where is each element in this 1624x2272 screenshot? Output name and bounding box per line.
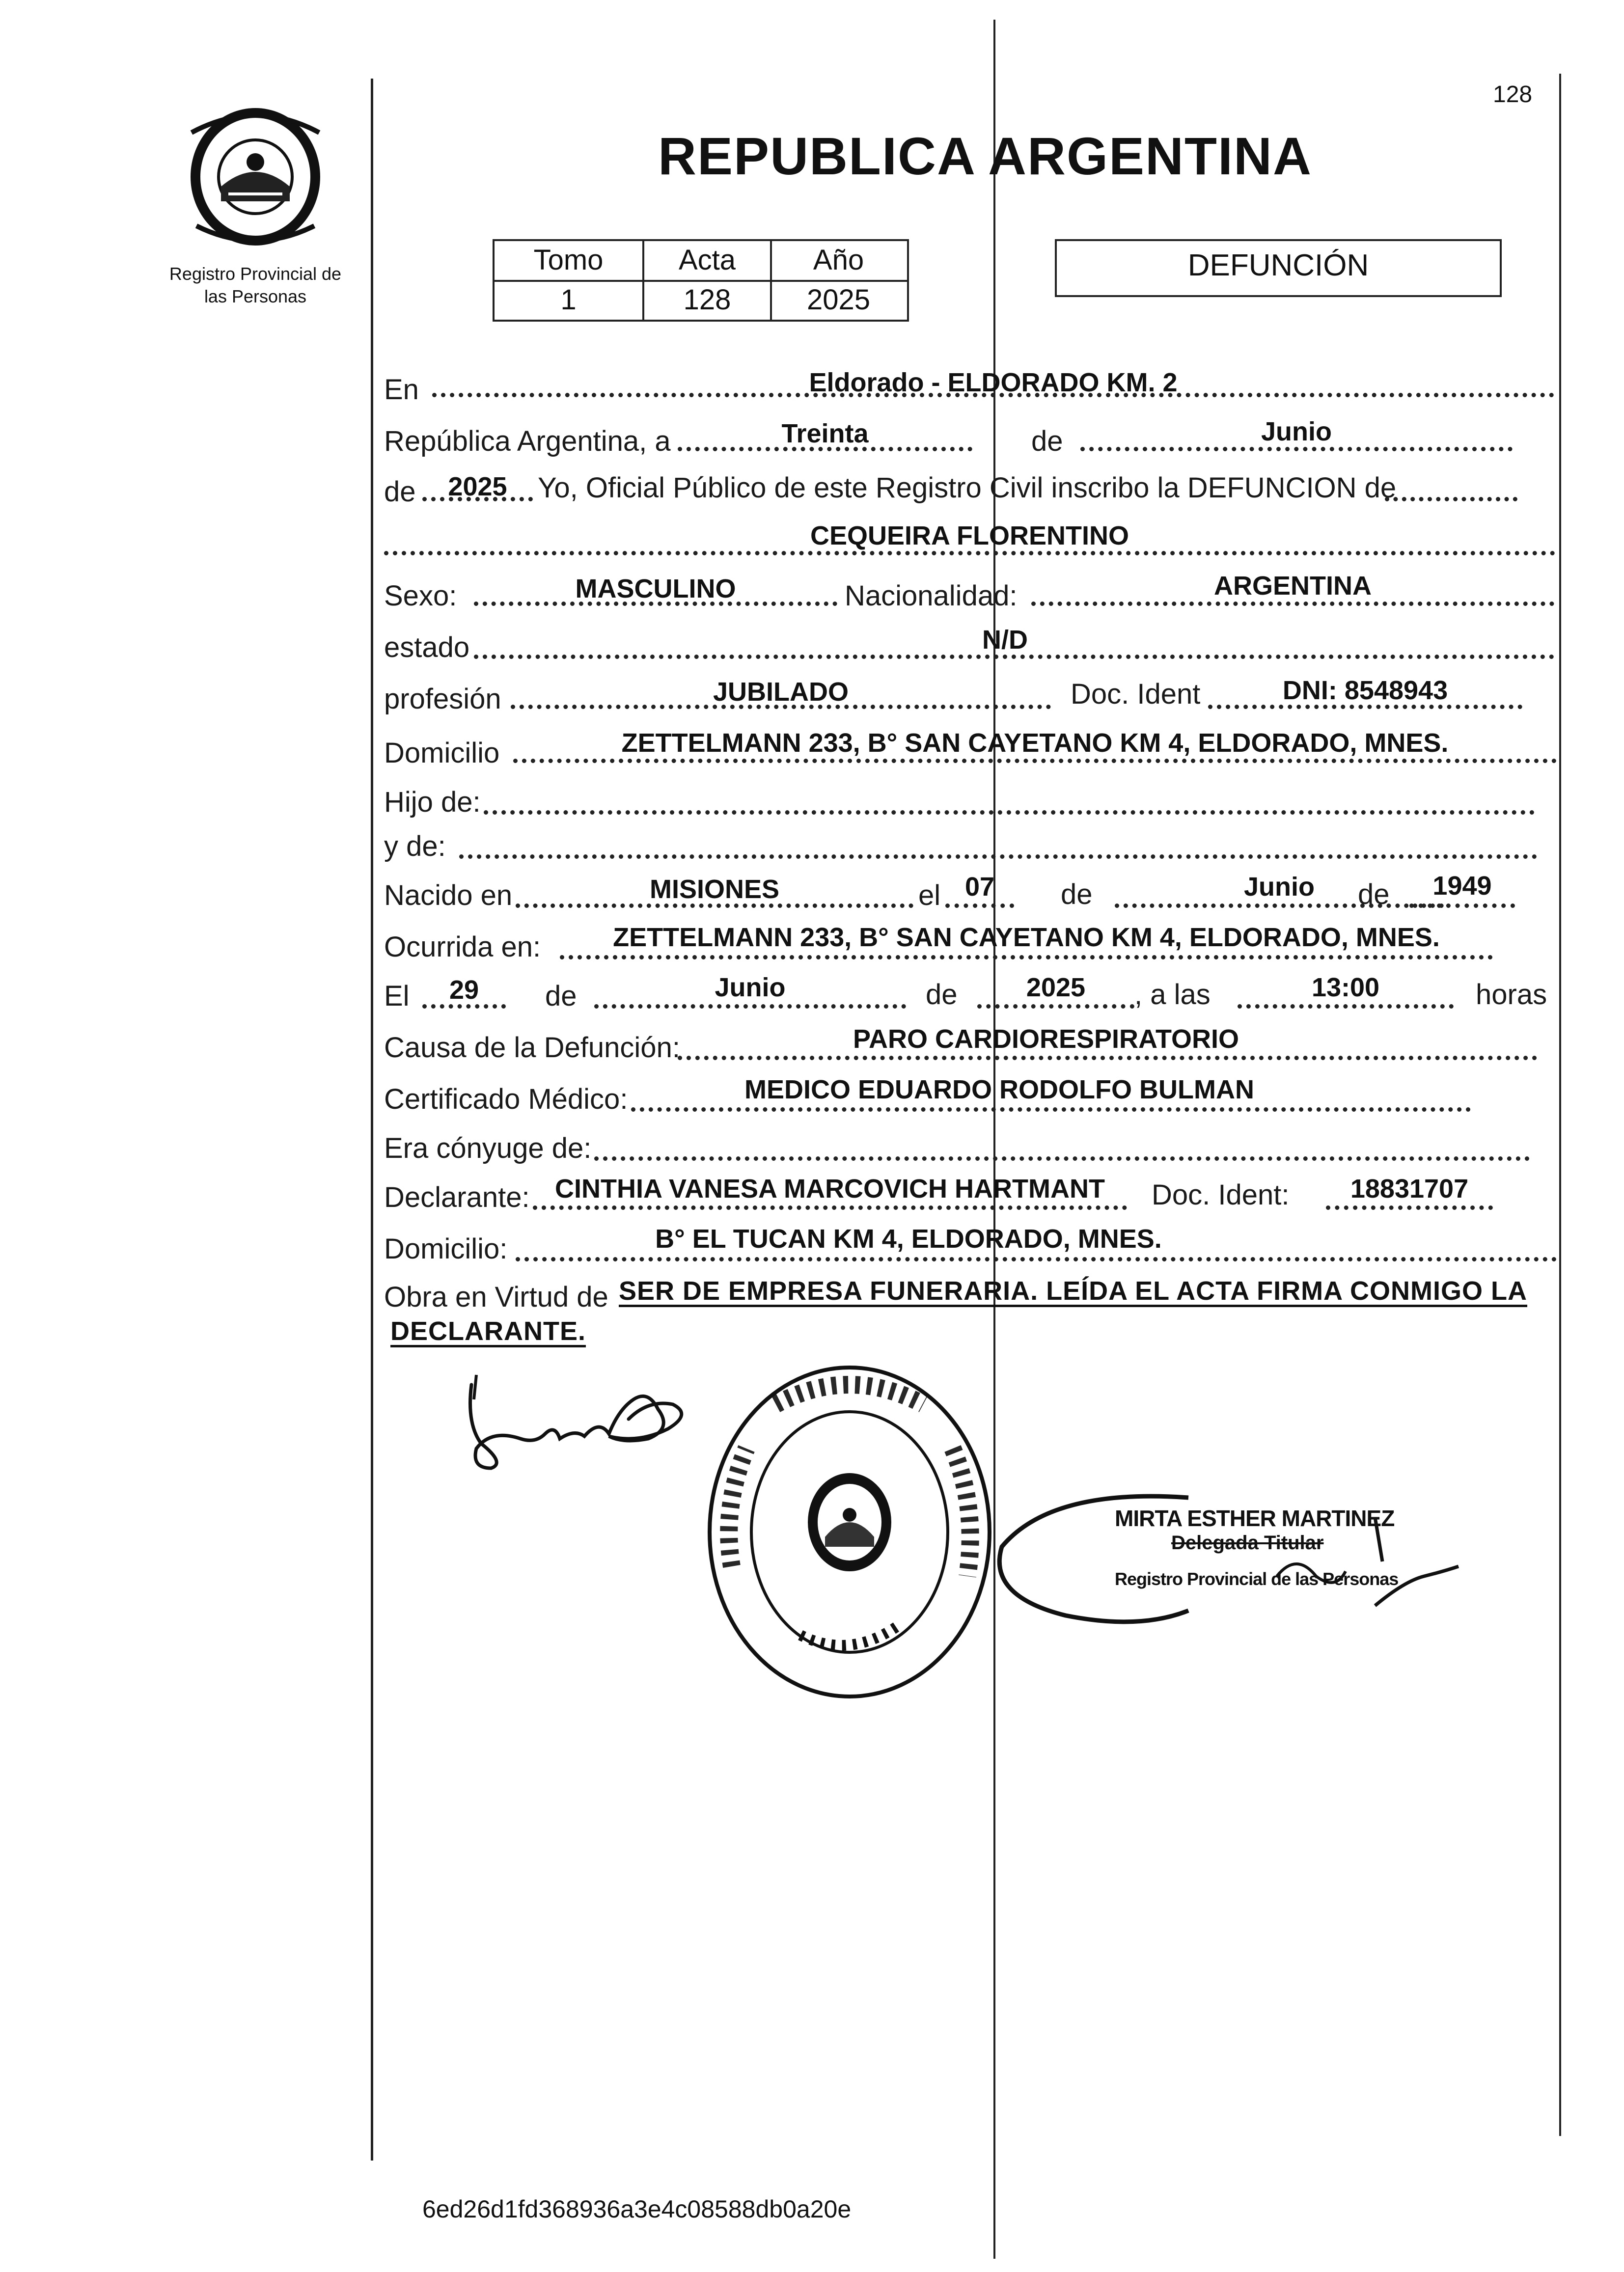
- field-certificado: MEDICO EDUARDO RODOLFO BULMAN: [744, 1075, 1254, 1104]
- document-type: DEFUNCIÓN: [1187, 248, 1369, 282]
- field-causa: PARO CARDIORESPIRATORIO: [853, 1024, 1239, 1054]
- field-def-anio: 2025: [1026, 973, 1086, 1002]
- label-nacionalidad: Nacionalidad:: [845, 580, 1018, 612]
- field-nacido-en: MISIONES: [649, 875, 780, 904]
- field-mes: Junio: [1261, 417, 1332, 446]
- label-el: el: [918, 879, 941, 911]
- label-horas: horas: [1476, 979, 1547, 1011]
- field-def-mes: Junio: [715, 973, 786, 1002]
- label-de-def-anio: de: [926, 979, 958, 1011]
- label-estado: estado: [384, 631, 470, 663]
- label-sexo: Sexo:: [384, 580, 457, 612]
- field-lugar: Eldorado - ELDORADO KM. 2: [809, 368, 1178, 397]
- official-title: Delegada Titular: [1171, 1532, 1324, 1554]
- official-signature: [1370, 1503, 1468, 1620]
- field-obra-line1: SER DE EMPRESA FUNERARIA. LEÍDA EL ACTA FIRMA CONMIGO LA: [619, 1276, 1528, 1306]
- province-logo: [182, 103, 329, 250]
- field-ocurrida-en: ZETTELMANN 233, B° SAN CAYETANO KM 4, ELDORADO, MNES.: [613, 923, 1440, 952]
- label-conyuge: Era cónyuge de:: [384, 1132, 592, 1164]
- document-hash: 6ed26d1fd368936a3e4c08588db0a20e: [422, 2195, 852, 2223]
- label-hijo-de: Hijo de:: [384, 786, 481, 818]
- page-number: 128: [1493, 82, 1533, 108]
- fold-line: [993, 20, 995, 2259]
- label-obra: Obra en Virtud de: [384, 1281, 608, 1313]
- left-margin-line: [371, 79, 373, 2161]
- field-domicilio: ZETTELMANN 233, B° SAN CAYETANO KM 4, ELDORADO, MNES.: [621, 728, 1449, 758]
- field-nac-anio: 1949: [1432, 871, 1492, 901]
- table-header-tomo: Tomo: [533, 244, 604, 276]
- label-declarante: Declarante:: [384, 1181, 530, 1213]
- label-certificado: Certificado Médico:: [384, 1083, 628, 1115]
- label-de-anio: de: [384, 476, 416, 508]
- label-ocurrida-en: Ocurrida en:: [384, 931, 541, 963]
- field-nac-mes: Junio: [1244, 872, 1315, 902]
- label-yo-oficial: Yo, Oficial Público de este Registro Civil inscribo la DEFUNCION de: [538, 472, 1397, 504]
- field-def-dia: 29: [449, 975, 479, 1005]
- label-nacido-en: Nacido en: [384, 879, 513, 911]
- label-republica: República Argentina, a: [384, 425, 671, 457]
- label-causa: Causa de la Defunción:: [384, 1032, 680, 1064]
- field-declarante: CINTHIA VANESA MARCOVICH HARTMANT: [555, 1174, 1105, 1204]
- label-de-def-mes: de: [545, 980, 577, 1012]
- registry-delegation-stamp: [702, 1360, 997, 1704]
- label-a-las: , a las: [1134, 979, 1211, 1011]
- label-en: En: [384, 374, 419, 406]
- label-domicilio: Domicilio: [384, 737, 500, 769]
- table-value-anio: 2025: [806, 284, 871, 316]
- declarant-signature: [462, 1370, 707, 1478]
- field-dia-texto: Treinta: [781, 419, 869, 448]
- field-estado: N/D: [982, 625, 1028, 655]
- registry-name: Registro Provincial de las Personas: [169, 264, 342, 306]
- right-margin-line: [1559, 74, 1561, 2136]
- label-doc-ident-declarante: Doc. Ident:: [1152, 1179, 1290, 1211]
- label-de-nac-anio: de: [1358, 878, 1390, 910]
- label-domicilio-declarante: Domicilio:: [384, 1233, 508, 1265]
- page-title: REPUBLICA ARGENTINA: [658, 126, 1312, 186]
- field-declarante-domicilio: B° EL TUCAN KM 4, ELDORADO, MNES.: [655, 1224, 1162, 1254]
- field-sexo: MASCULINO: [575, 574, 736, 603]
- official-name: MIRTA ESTHER MARTINEZ: [1115, 1506, 1395, 1531]
- label-y-de: y de:: [384, 830, 446, 862]
- label-el-cap: El: [384, 980, 410, 1012]
- official-registry: Registro Provincial de las Personas: [1115, 1569, 1399, 1589]
- label-doc-ident: Doc. Ident: [1071, 678, 1201, 710]
- field-obra-line2: DECLARANTE.: [390, 1316, 586, 1346]
- field-nacionalidad: ARGENTINA: [1214, 571, 1372, 601]
- label-de-nac-mes: de: [1061, 878, 1093, 910]
- field-nac-dia: 07: [964, 872, 995, 902]
- field-doc: DNI: 8548943: [1282, 676, 1448, 705]
- table-value-tomo: 1: [560, 284, 577, 316]
- table-header-anio: Año: [813, 244, 864, 276]
- label-profesion: profesión: [384, 683, 501, 715]
- field-nombre: CEQUEIRA FLORENTINO: [810, 521, 1129, 550]
- table-value-acta: 128: [683, 284, 731, 316]
- table-header-acta: Acta: [678, 244, 736, 276]
- label-de-mes: de: [1031, 425, 1063, 457]
- field-anio: 2025: [448, 472, 507, 501]
- field-def-hora: 13:00: [1311, 973, 1380, 1002]
- field-declarante-doc: 18831707: [1350, 1174, 1469, 1204]
- field-profesion: JUBILADO: [713, 677, 849, 707]
